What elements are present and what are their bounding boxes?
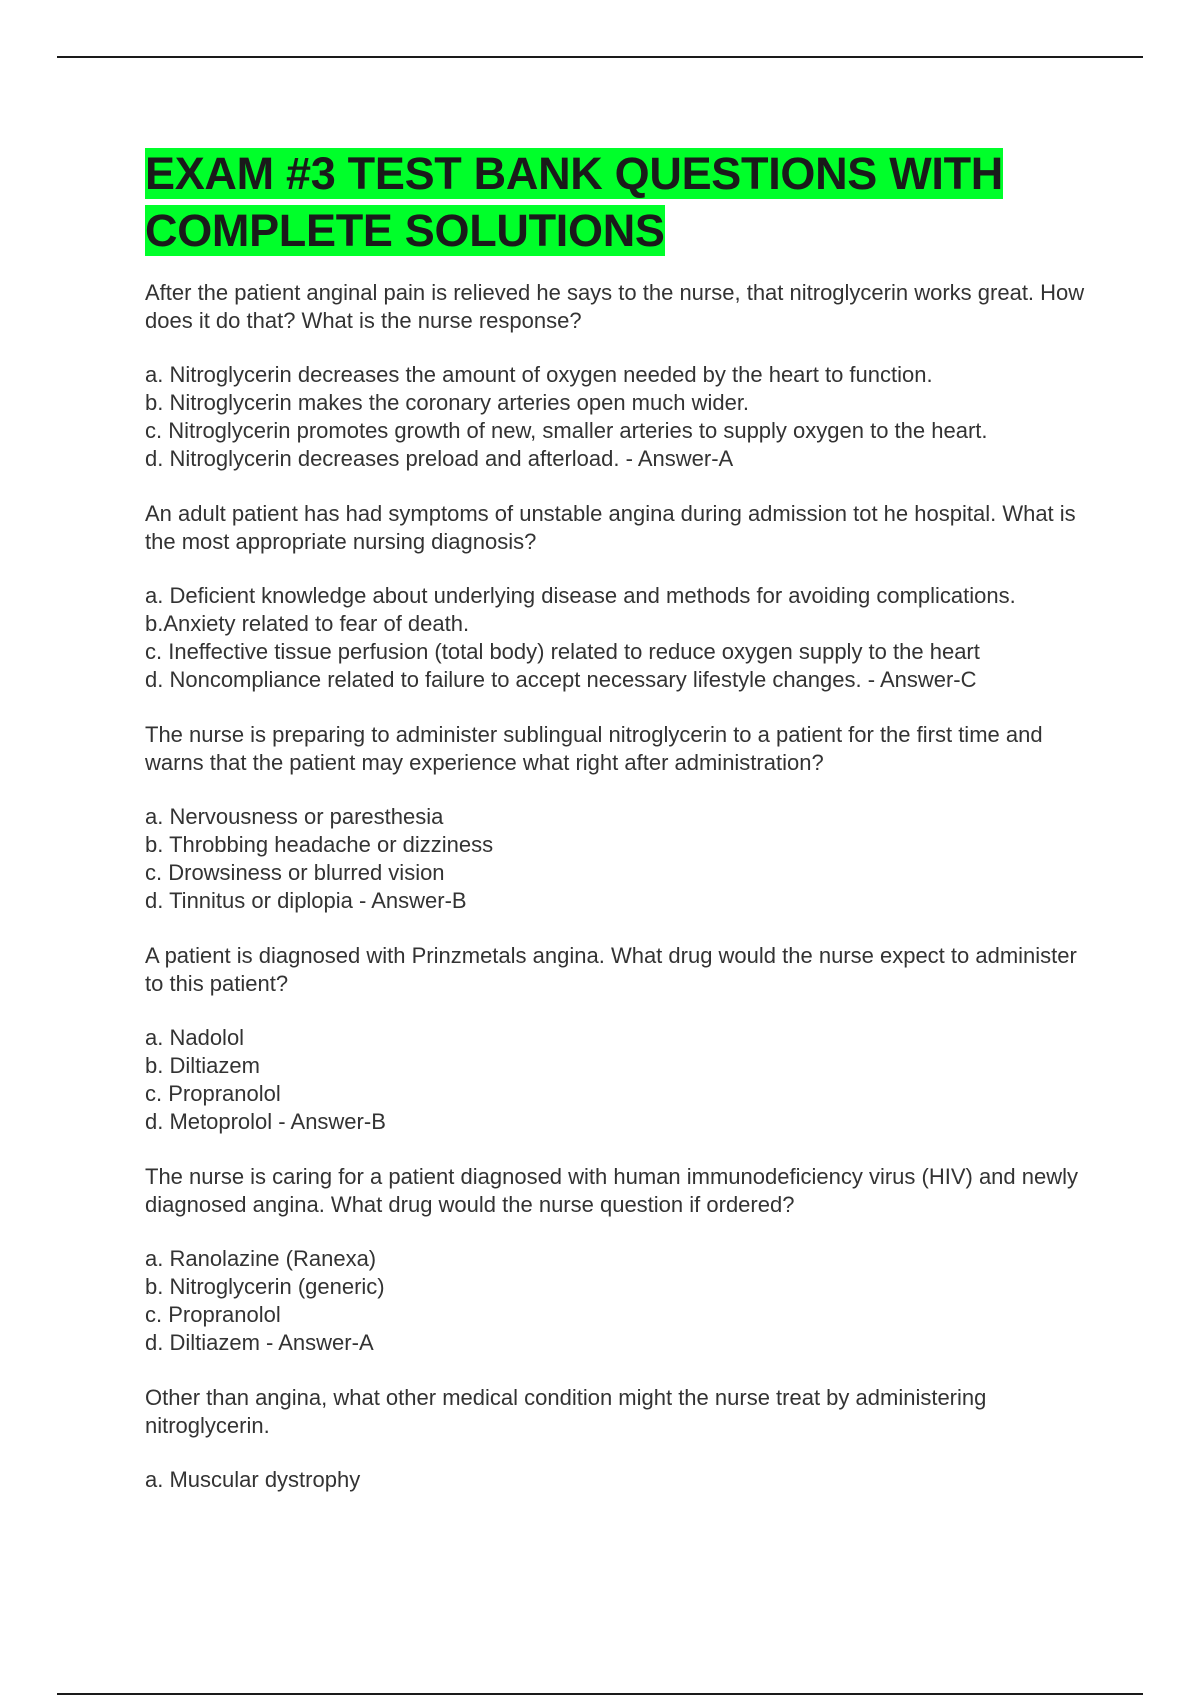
answer-option: a. Nadolol: [145, 1025, 245, 1050]
question-text: The nurse is preparing to administer sublingual nitroglycerin to a patient for the first time and warns that the patient may experience what right after administration?: [145, 722, 1043, 775]
title-highlight: EXAM #3 TEST BANK QUESTIONS WITH COMPLETE SOLUTIONS: [145, 148, 1003, 256]
question-text: A patient is diagnosed with Prinzmetals angina. What drug would the nurse expect to administer to this patient?: [145, 943, 1077, 996]
answer-option: b.Anxiety related to fear of death.: [145, 611, 470, 636]
question-text: The nurse is caring for a patient diagnosed with human immunodeficiency virus (HIV) and newly diagnosed angina. What drug would the nurse question if ordered?: [145, 1164, 1079, 1217]
answer-option: c. Nitroglycerin promotes growth of new, smaller arteries to supply oxygen to the heart.: [145, 418, 988, 443]
answer-option: b. Nitroglycerin makes the coronary arteries open much wider.: [145, 390, 750, 415]
question-block: [145, 500, 1095, 694]
answer-option: a. Deficient knowledge about underlying disease and methods for avoiding complications.: [145, 583, 1016, 608]
answer-options: [145, 582, 1095, 694]
answer-option: b. Diltiazem: [145, 1053, 260, 1078]
answer-option: a. Nitroglycerin decreases the amount of oxygen needed by the heart to function.: [145, 362, 933, 387]
question-text: After the patient anginal pain is relieved he says to the nurse, that nitroglycerin works great. How does it do that? What is the nurse response?: [145, 280, 1085, 333]
question-block: [145, 279, 1095, 473]
footer-rule: [57, 1693, 1143, 1695]
answer-option: a. Ranolazine (Ranexa): [145, 1246, 377, 1271]
question-block: [145, 1163, 1095, 1357]
answer-option: c. Propranolol: [145, 1081, 281, 1106]
answer-option: d. Noncompliance related to failure to accept necessary lifestyle changes. - Answer-C: [145, 667, 977, 692]
document-content: [145, 145, 1095, 1521]
question-text: An adult patient has had symptoms of unstable angina during admission tot he hospital. What is the most appropriate nursing diagnosis?: [145, 501, 1076, 554]
answer-option: c. Propranolol: [145, 1302, 281, 1327]
answer-options: [145, 803, 1095, 915]
answer-options: [145, 1466, 1095, 1494]
answer-options: [145, 1024, 1095, 1136]
answer-option: b. Throbbing headache or dizziness: [145, 832, 494, 857]
answer-option: a. Nervousness or paresthesia: [145, 804, 444, 829]
answer-option: c. Ineffective tissue perfusion (total body) related to reduce oxygen supply to the heart: [145, 639, 980, 664]
answer-option: c. Drowsiness or blurred vision: [145, 860, 445, 885]
document-title: [145, 145, 1095, 259]
answer-options: [145, 361, 1095, 473]
answer-option: b. Nitroglycerin (generic): [145, 1274, 385, 1299]
question-block: [145, 942, 1095, 1136]
question-block: [145, 721, 1095, 915]
answer-options: [145, 1245, 1095, 1357]
answer-option: d. Nitroglycerin decreases preload and afterload. - Answer-A: [145, 446, 734, 471]
header-rule: [57, 56, 1143, 58]
answer-option: d. Diltiazem - Answer-A: [145, 1330, 374, 1355]
answer-option: d. Tinnitus or diplopia - Answer-B: [145, 888, 467, 913]
answer-option: d. Metoprolol - Answer-B: [145, 1109, 386, 1134]
question-block: [145, 1384, 1095, 1494]
answer-option: a. Muscular dystrophy: [145, 1467, 361, 1492]
question-text: Other than angina, what other medical condition might the nurse treat by administering nitroglycerin.: [145, 1385, 987, 1438]
